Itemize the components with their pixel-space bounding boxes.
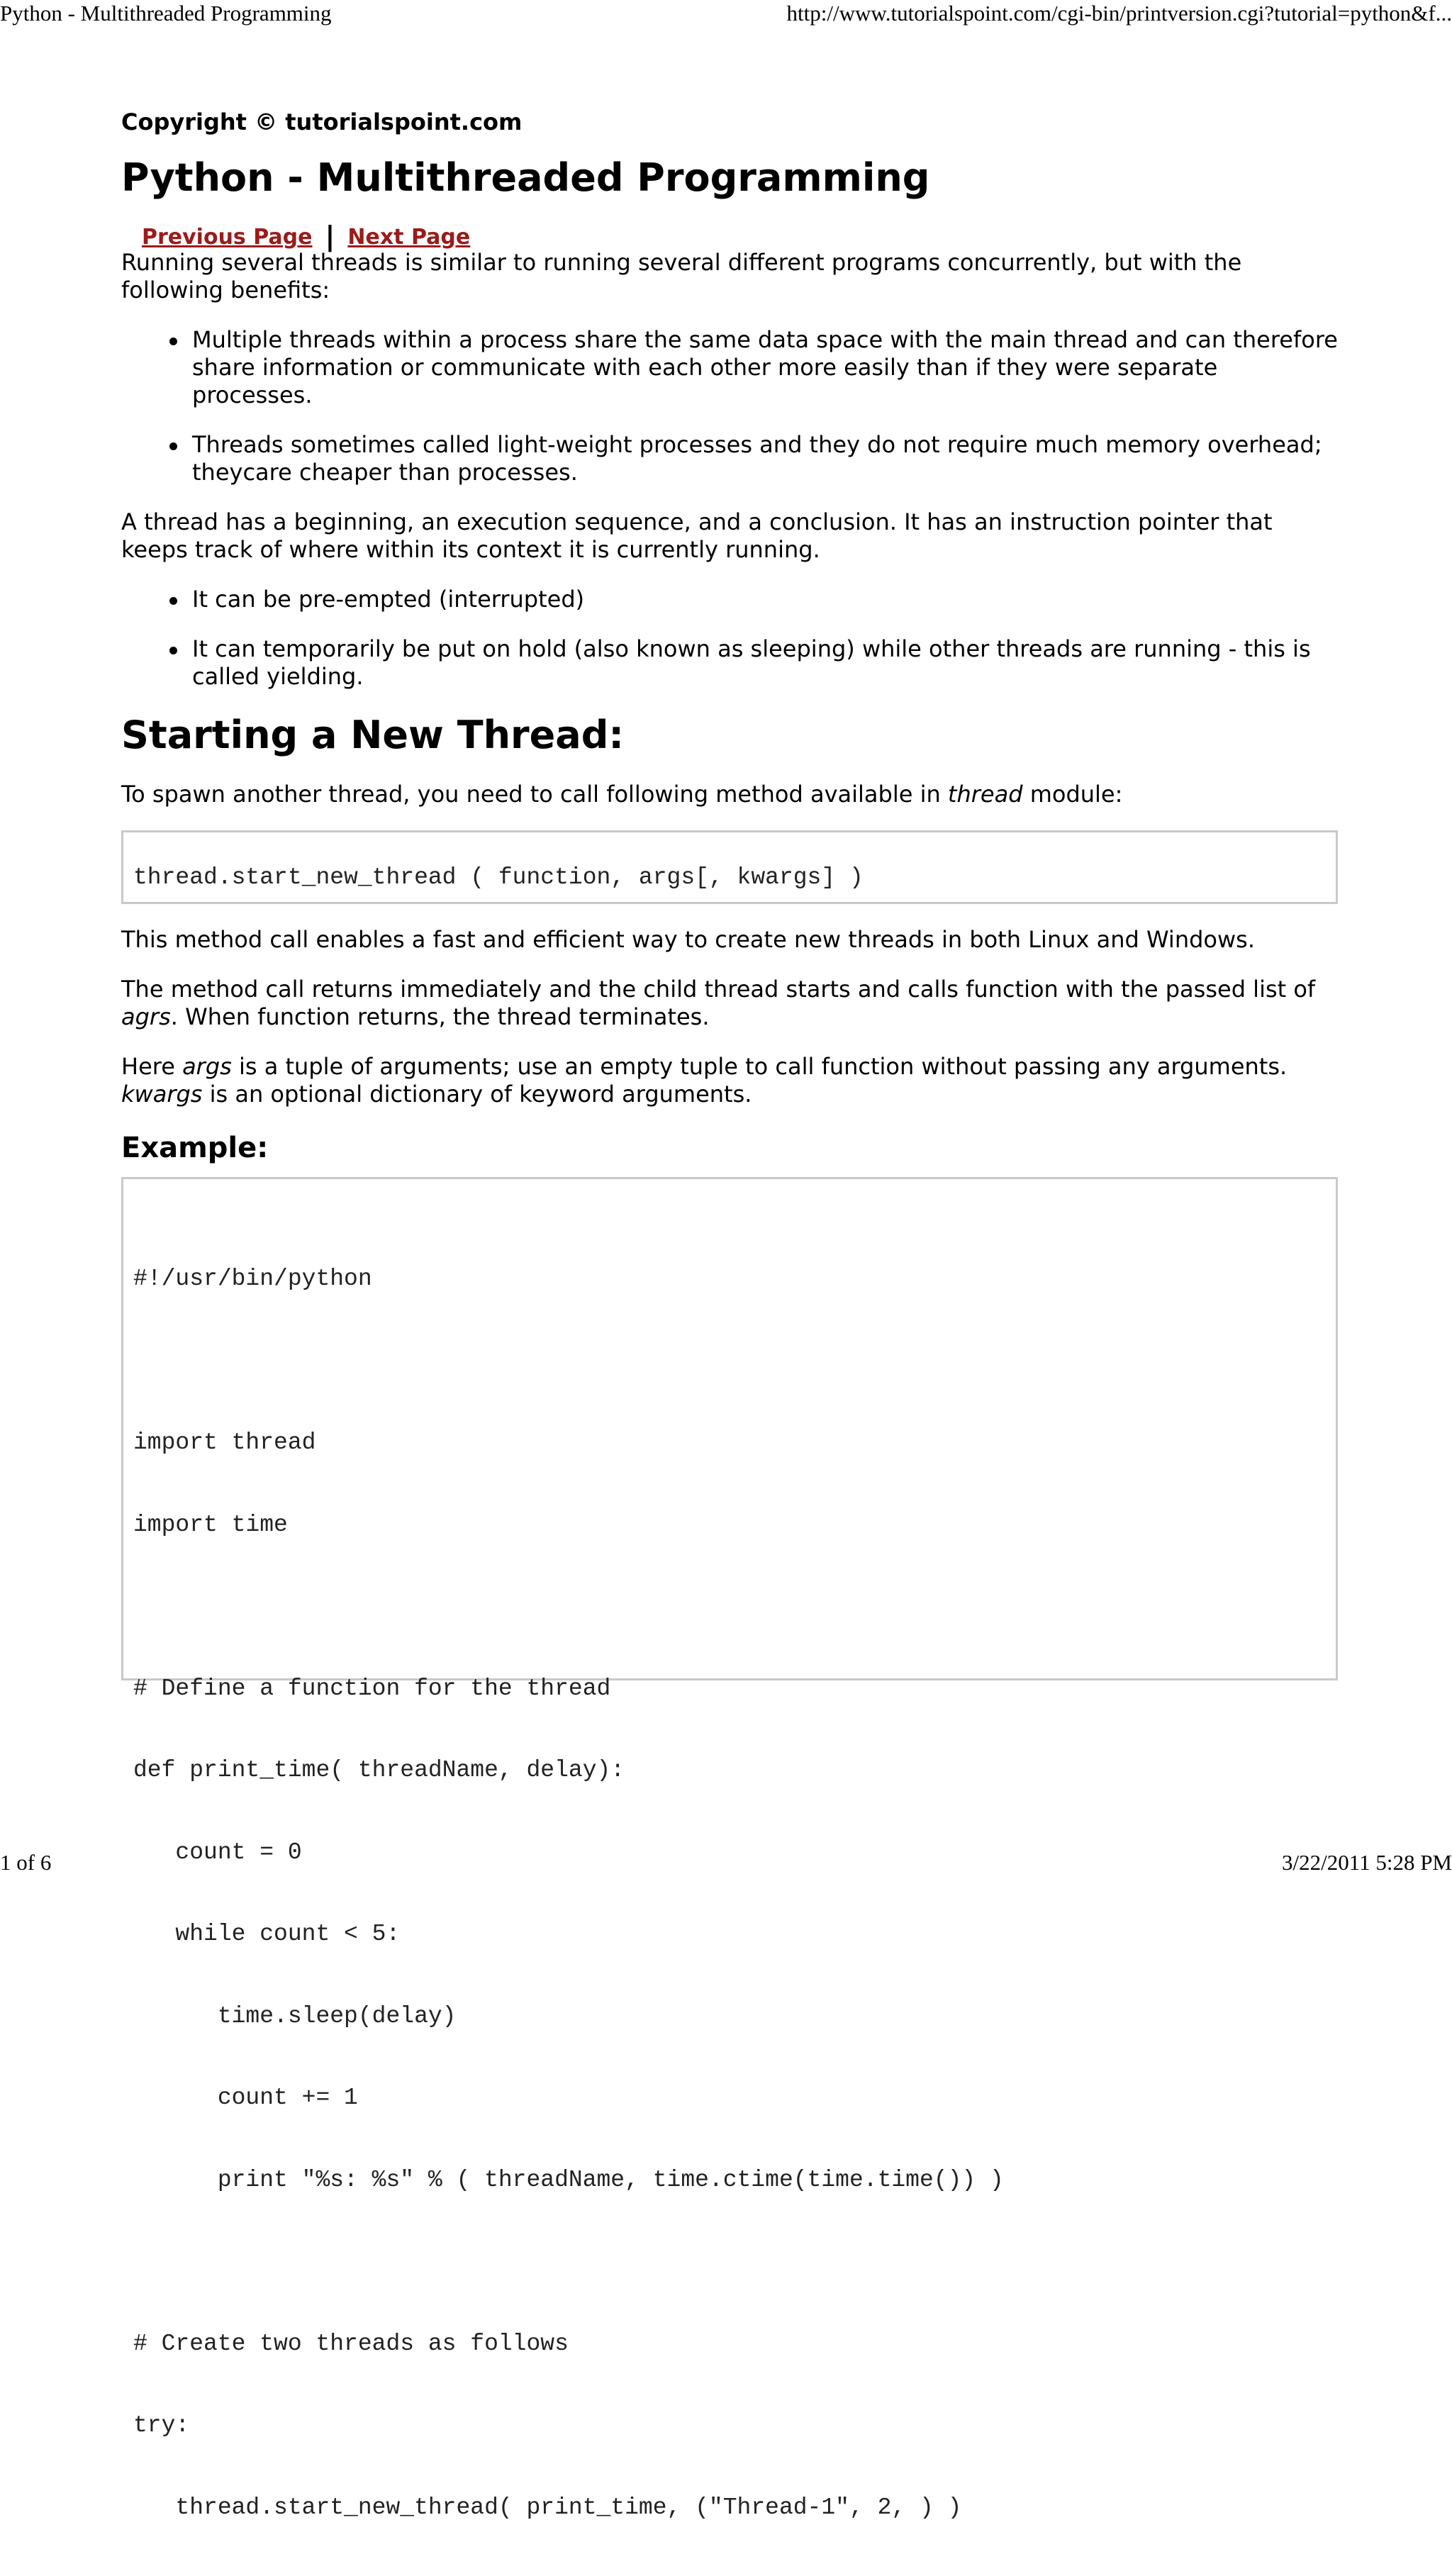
code-line: try:	[133, 2412, 190, 2438]
list-item: Multiple threads within a process share the same data space with the main thread and can therefore share information or communicate with each other more easily than if they were separate processes.	[192, 326, 1338, 408]
code-line: while count < 5:	[133, 1921, 401, 1947]
spawn-text-before: To spawn another thread, you need to call following method available in	[121, 781, 948, 808]
code-line	[133, 2248, 1326, 2276]
list-item: Threads sometimes called light-weight processes and they do not require much memory overhead; theycare cheaper than processes.	[192, 431, 1338, 486]
code-line: # Create two threads as follows	[133, 2330, 569, 2357]
agrs-term: agrs	[121, 1003, 171, 1030]
benefits-list	[121, 326, 1338, 486]
spawn-paragraph	[121, 781, 1338, 808]
thread-behaviors-list	[121, 586, 1338, 691]
returns-paragraph	[121, 976, 1338, 1031]
list-item: It can temporarily be put on hold (also known as sleeping) while other threads are running - this is called yielding.	[192, 635, 1338, 691]
print-header-url: http://www.tutorialspoint.com/cgi-bin/printversion.cgi?tutorial=python&f...	[786, 1, 1452, 26]
page-navigation	[142, 221, 1338, 252]
code-line: def print_time( threadName, delay):	[133, 1757, 625, 1783]
thread-module-name: thread	[947, 781, 1023, 808]
page-title: Python - Multithreaded Programming	[121, 155, 930, 200]
spawn-text-after: module:	[1022, 781, 1123, 808]
method-signature-code-block	[121, 830, 1338, 904]
code-line: thread.start_new_thread ( function, args[, kwargs] )	[133, 864, 864, 891]
code-line: thread.start_new_thread( print_time, ("Thread-1", 2, ) )	[133, 2494, 962, 2521]
code-line	[133, 1348, 1326, 1376]
intro-paragraph: Running several threads is similar to running several different programs concurrently, but with the following benefits:	[121, 249, 1242, 303]
code-line: count += 1	[133, 2085, 358, 2111]
code-line: #!/usr/bin/python	[133, 1266, 372, 1292]
example-heading: Example:	[121, 1132, 269, 1164]
method-description-paragraph: This method call enables a fast and efficient way to create new threads in both Linux and Windows.	[121, 926, 1255, 953]
document-content	[121, 106, 1338, 2521]
args-text-before: Here	[121, 1053, 183, 1080]
code-line: time.sleep(delay)	[133, 2002, 457, 2029]
kwargs-term: kwargs	[121, 1081, 203, 1108]
example-code-block	[121, 1177, 1338, 2521]
code-line: # Define a function for the thread	[133, 1675, 611, 1702]
thread-description-paragraph: A thread has a beginning, an execution sequence, and a conclusion. It has an instruction pointer that keeps track of where within its context it is currently running.	[121, 508, 1273, 563]
list-item: It can be pre-empted (interrupted)	[192, 586, 1338, 613]
args-paragraph	[121, 1053, 1338, 1108]
nav-separator: |	[325, 221, 335, 252]
print-header-title: Python - Multithreaded Programming	[0, 1, 332, 26]
print-footer-page-count: 1 of 6	[0, 1850, 52, 1875]
code-line	[133, 1593, 1326, 1621]
code-line: import time	[133, 1511, 288, 1538]
section-heading: Starting a New Thread:	[121, 713, 624, 757]
code-line: import thread	[133, 1429, 316, 1456]
returns-text-before: The method call returns immediately and the child thread starts and calls function with the passed list of	[121, 976, 1316, 1003]
returns-text-after: . When function returns, the thread terminates.	[170, 1003, 710, 1030]
code-line: count = 0	[133, 1839, 302, 1866]
previous-page-link[interactable]: Previous Page	[142, 225, 313, 250]
args-term: args	[182, 1053, 232, 1080]
args-text-middle: is a tuple of arguments; use an empty tuple to call function without passing any arguments.	[231, 1053, 1288, 1080]
code-line: print "%s: %s" % ( threadName, time.ctime(time.time()) )	[133, 2166, 1004, 2193]
next-page-link[interactable]: Next Page	[347, 225, 471, 250]
copyright-notice: Copyright © tutorialspoint.com	[121, 108, 523, 135]
print-footer-datetime: 3/22/2011 5:28 PM	[1282, 1850, 1452, 1875]
args-text-after: is an optional dictionary of keyword arguments.	[202, 1081, 752, 1108]
